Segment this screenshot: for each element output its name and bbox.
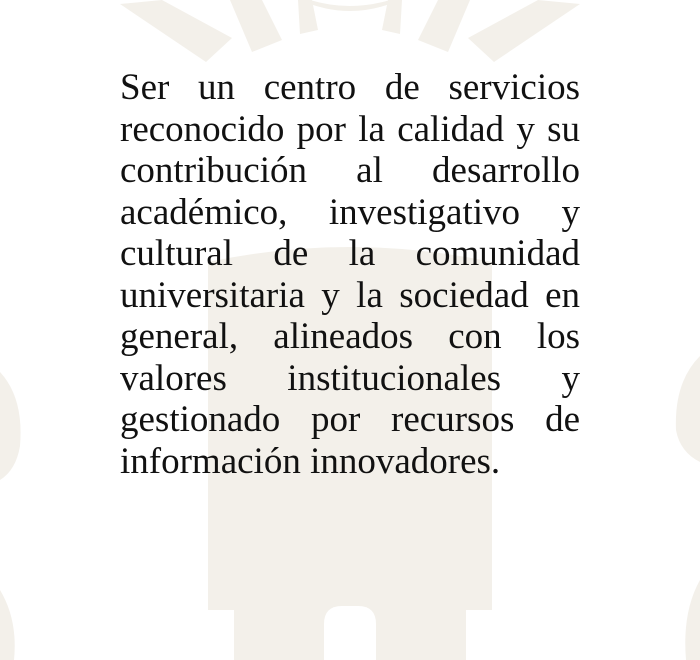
mission-statement-paragraph: Ser un centro de servicios reconocido por la calidad y su contribución al desarrollo académico, investigativo y cultural de la comunidad universitaria y la sociedad en general, alineados con los valores institucionales y gestionado por recursos de información innovadores. xyxy=(120,67,580,482)
